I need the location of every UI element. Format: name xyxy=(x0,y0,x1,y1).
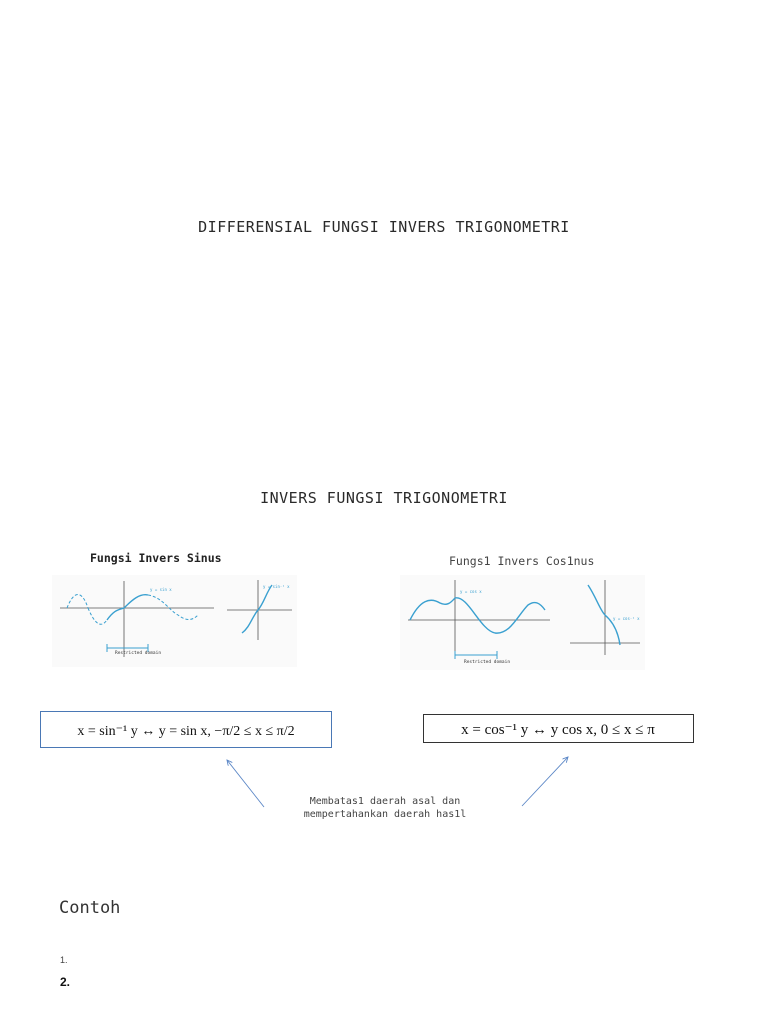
page-title: DIFFERENSIAL FUNGSI INVERS TRIGONOMETRI xyxy=(198,218,570,236)
arrow-to-sinus xyxy=(227,760,264,807)
arcsin-label: y = sin⁻¹ x xyxy=(263,584,290,589)
formula-cosinus xyxy=(424,715,693,742)
cosinus-label: Fungs1 Invers Cos1nus xyxy=(449,554,595,568)
sinus-label: Fungsi Invers Sinus xyxy=(90,551,222,565)
formula-cosinus-box xyxy=(423,714,694,743)
cos-curve-label: y = cos x xyxy=(460,589,482,594)
formula-sinus-text: x = sin⁻¹ y ↔ y = sin x, −π/2 ≤ x ≤ π/2 xyxy=(77,724,295,739)
arrow-to-cosinus xyxy=(522,757,568,806)
formula-sinus xyxy=(41,712,331,747)
sin-restricted-label: Restricted domain xyxy=(115,651,162,656)
sinus-graph xyxy=(52,575,297,667)
arccos-label: y = cos⁻¹ x xyxy=(613,616,640,621)
list-item-2: 2. xyxy=(60,975,71,989)
formula-sinus-box xyxy=(40,711,332,748)
list-item-1: 1. xyxy=(60,955,68,965)
formula-cosinus-text: x = cos⁻¹ y ↔ y cos x, 0 ≤ x ≤ π xyxy=(461,722,655,738)
annotation-text: Membatas1 daerah asal dan mempertahankan daerah has1l xyxy=(303,796,467,820)
cosinus-graph xyxy=(400,575,645,670)
sin-curve-label: y = sin x xyxy=(150,587,172,592)
section-title: INVERS FUNGSI TRIGONOMETRI xyxy=(260,489,508,507)
cos-restricted-label: Restricted domain xyxy=(464,660,511,665)
contoh-heading: Contoh xyxy=(59,898,121,918)
